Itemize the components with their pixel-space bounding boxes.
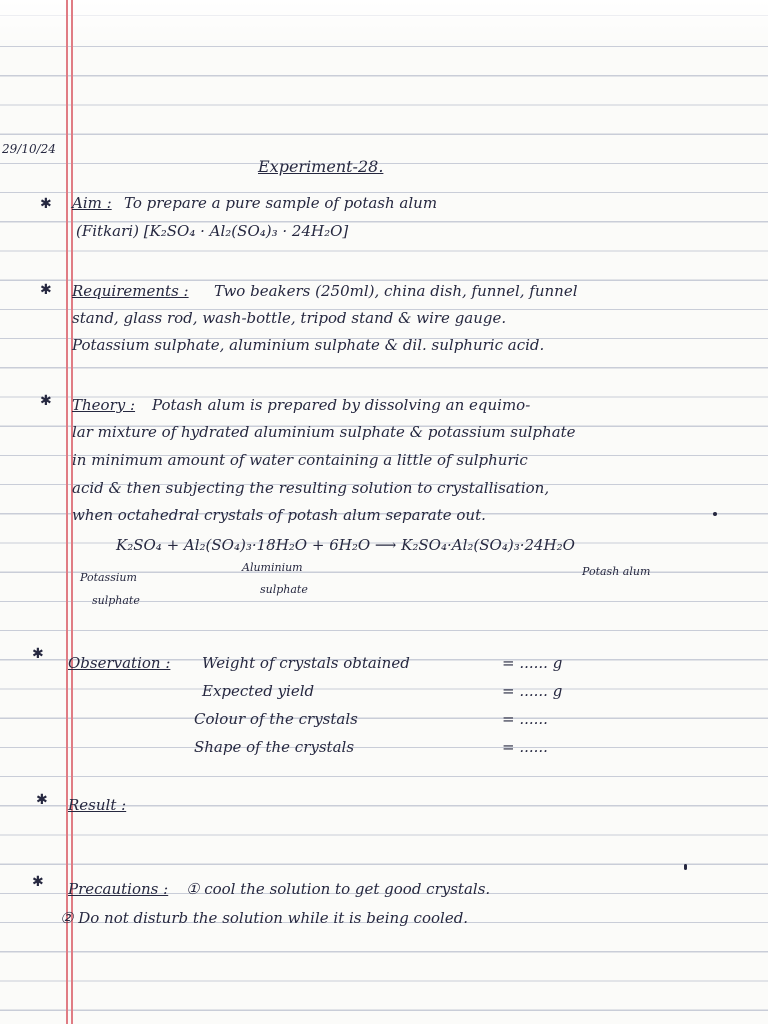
result-label: Result : — [68, 796, 127, 814]
observation-value-2: = ...... g — [502, 682, 563, 700]
ink-dot — [713, 512, 717, 516]
observation-item-1: Weight of crystals obtained — [202, 654, 410, 672]
observation-item-2: Expected yield — [202, 682, 315, 700]
precautions-label: Precautions : — [68, 880, 169, 898]
observation-value-3: = ...... — [502, 710, 548, 728]
requirements-line-2: stand, glass rod, wash-bottle, tripod stand & wire gauge. — [72, 309, 507, 327]
page-top-shade — [0, 0, 768, 46]
bullet-precautions-icon: ✱ — [32, 874, 44, 890]
observation-value-4: = ...... — [502, 738, 548, 756]
theory-line-5: when octahedral crystals of potash alum separate out. — [72, 506, 486, 524]
label-aluminium-2: sulphate — [260, 583, 308, 596]
precautions-line-2: ② Do not disturb the solution while it is being cooled. — [60, 909, 469, 927]
requirements-label: Requirements : — [72, 282, 189, 300]
label-potassium: Potassium — [80, 571, 137, 584]
label-potassium-2: sulphate — [92, 594, 140, 607]
observation-label: Observation : — [68, 654, 171, 672]
bullet-observation-icon: ✱ — [32, 646, 44, 662]
label-potash-alum: Potash alum — [582, 565, 651, 578]
ink-mark — [684, 864, 687, 870]
requirements-line-1: Two beakers (250ml), china dish, funnel, funnel — [214, 282, 578, 300]
observation-item-3: Colour of the crystals — [194, 710, 358, 728]
observation-item-4: Shape of the crystals — [194, 738, 355, 756]
bullet-aim-icon: ✱ — [40, 196, 52, 212]
theory-line-4: acid & then subjecting the resulting solution to crystallisation, — [72, 479, 550, 497]
label-aluminium: Aluminium — [242, 561, 303, 574]
theory-label: Theory : — [72, 396, 136, 414]
bullet-result-icon: ✱ — [36, 792, 48, 808]
requirements-line-3: Potassium sulphate, aluminium sulphate & dil. sulphuric acid. — [72, 336, 545, 354]
aim-line-1: To prepare a pure sample of potash alum — [124, 194, 438, 212]
bullet-theory-icon: ✱ — [40, 393, 52, 409]
margin-line — [66, 0, 68, 1024]
bullet-requirements-icon: ✱ — [40, 282, 52, 298]
theory-line-2: lar mixture of hydrated aluminium sulphate & potassium sulphate — [72, 423, 576, 441]
aim-line-2: (Fitkari) [K₂SO₄ · Al₂(SO₄)₃ · 24H₂O] — [76, 222, 349, 240]
date: 29/10/24 — [2, 142, 56, 156]
theory-line-1: Potash alum is prepared by dissolving an equimo- — [152, 396, 531, 414]
page-title: Experiment-28. — [258, 157, 384, 176]
observation-value-1: = ...... g — [502, 654, 563, 672]
aim-label: Aim : — [72, 194, 112, 212]
precautions-line-1: ① cool the solution to get good crystals. — [186, 880, 491, 898]
theory-line-3: in minimum amount of water containing a little of sulphuric — [72, 451, 528, 469]
reaction-equation: K₂SO₄ + Al₂(SO₄)₃·18H₂O + 6H₂O ⟶ K₂SO₄·Al₂(SO₄)₃·24H₂O — [116, 536, 575, 554]
